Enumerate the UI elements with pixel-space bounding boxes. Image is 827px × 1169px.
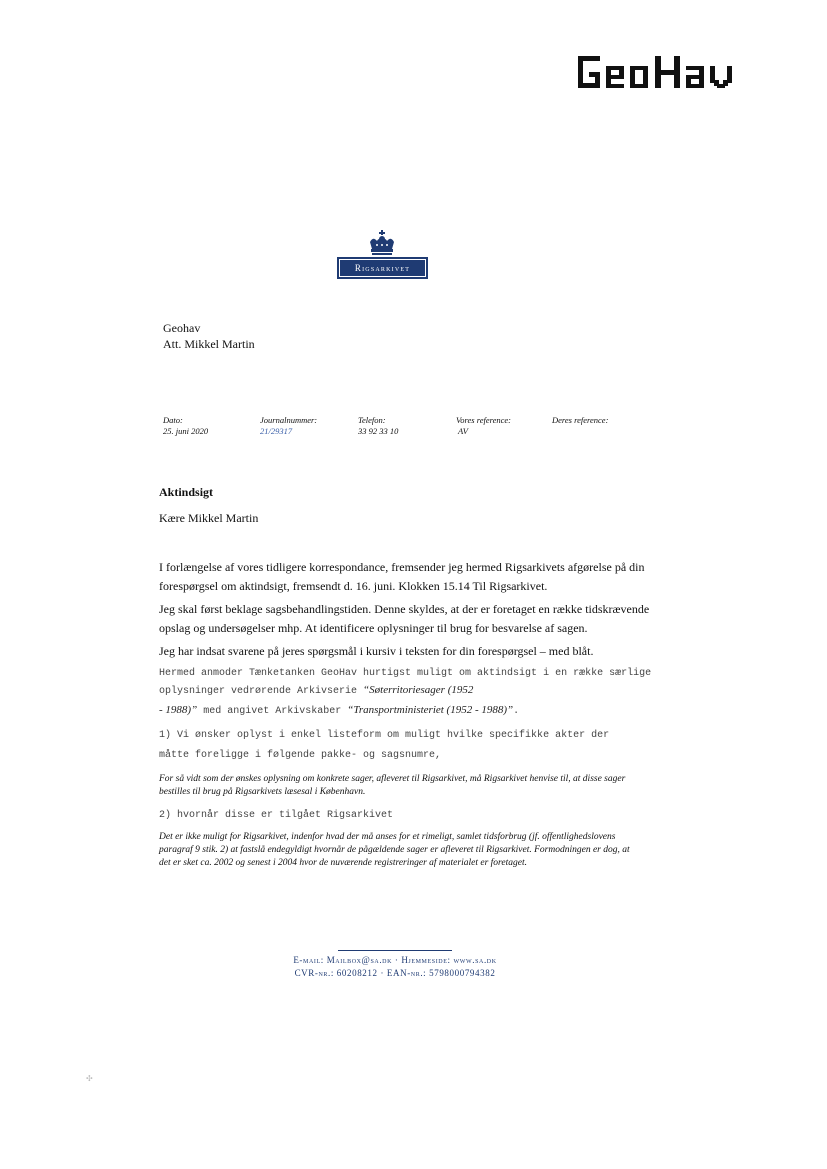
request-text: oplysninger vedrørende Arkivserie <box>159 686 364 697</box>
meta-phone-label: Telefon: <box>358 415 386 425</box>
answer-line: Det er ikke muligt for Rigsarkivet, indenfor hvad der må anses for et rimeligt, samlet tidsforbrug (jf. offentlighedslovens <box>159 832 616 842</box>
question-1-line-1: 1) Vi ønsker oplyst i enkel listeform om muligt hvilke specifikke akter der <box>159 730 610 741</box>
meta-phone <box>358 415 398 437</box>
paragraph-apology <box>159 600 679 638</box>
recipient-attention: Att. Mikkel Martin <box>163 337 255 351</box>
answer-line: paragraf 9 stik. 2) at fastslå endegyldigt hvornår de pågældende sager er afleveret til Rigsarkivet. Formodningen er dog, at <box>159 845 630 855</box>
request-intro-line-2 <box>159 682 473 700</box>
paragraph-line: I forlængelse af vores tidligere korrespondance, fremsender jeg hermed Rigsarkivets afgørelse på din <box>159 560 645 574</box>
answer-1 <box>159 773 659 799</box>
meta-your-ref-label: Deres reference: <box>552 415 609 425</box>
recipient-name: Geohav <box>163 321 201 335</box>
meta-journal-label: Journalnummer: <box>260 415 318 425</box>
answer-2 <box>159 831 659 870</box>
rigsarkivet-logo <box>337 230 428 280</box>
question-2: 2) hvornår disse er tilgået Rigsarkivet <box>159 810 394 821</box>
request-intro-line-1: Hermed anmoder Tænketanken GeoHav hurtigst muligt om aktindsigt i en række særlige <box>159 668 652 679</box>
rigsarkivet-nameplate <box>337 257 428 279</box>
request-text: . <box>513 706 520 717</box>
archive-creator-name: “Transportministeriet (1952 - 1988)” <box>347 704 514 716</box>
archive-series-years: - 1988)” <box>159 704 198 716</box>
request-intro-line-3 <box>159 702 519 720</box>
paragraph-line: Jeg har indsat svarene på jeres spørgsmål i kursiv i teksten for din forespørgsel – med blåt. <box>159 644 594 658</box>
letter-greeting: Kære Mikkel Martin <box>159 511 259 525</box>
meta-date-label: Dato: <box>163 415 183 425</box>
footer-registration: CVR-nr.: 60208212 · EAN-nr.: 5798000794382 <box>294 968 496 978</box>
footer-contact: E-mail: Mailbox@sa.dk · Hjemmeside: www.sa.dk <box>293 955 497 965</box>
meta-journal-value: 21/29317 <box>260 426 293 436</box>
paragraph-line: forespørgsel om aktindsigt, fremsendt d. 16. juni. Klokken 15.14 Til Rigsarkivet. <box>159 579 548 593</box>
crown-icon <box>367 230 397 256</box>
meta-our-ref-value: AV <box>458 426 468 436</box>
rigsarkivet-wordmark: Rigsarkivet <box>339 259 426 277</box>
archive-series-name: “Søterritoriesager (1952 <box>363 684 474 696</box>
letter-subject: Aktindsigt <box>159 485 214 499</box>
meta-date-value: 25. juni 2020 <box>163 426 209 436</box>
recipient-address <box>163 320 255 352</box>
meta-our-ref-label: Vores reference: <box>456 415 511 425</box>
request-text: med angivet Arkivskaber <box>197 706 348 717</box>
paragraph-line: Jeg skal først beklage sagsbehandlingstiden. Denne skyldes, at der er foretaget en række tidskrævende <box>159 602 650 616</box>
paragraph-instruction <box>159 642 679 661</box>
footer-divider <box>338 950 452 951</box>
question-1-line-2: måtte foreligge i følgende pakke- og sagsnumre, <box>159 750 442 761</box>
meta-journal <box>260 415 317 437</box>
paragraph-intro <box>159 558 679 596</box>
geohav-logo <box>578 52 750 92</box>
answer-line: det er sket ca. 2002 og senest i 2004 hvor de nuværende registreringer af materialet er foretaget. <box>159 858 527 868</box>
answer-line: bestilles til brug på Rigsarkivets læsesal i København. <box>159 787 366 797</box>
meta-your-reference <box>552 415 608 426</box>
meta-our-reference <box>456 415 511 437</box>
page-mark-icon: ✣ <box>86 1074 93 1083</box>
meta-date <box>163 415 208 437</box>
answer-line: For så vidt som der ønskes oplysning om konkrete sager, afleveret til Rigsarkivet, må Rigsarkivet henvise til, at disse sager <box>159 774 626 784</box>
meta-phone-value: 33 92 33 10 <box>358 426 399 436</box>
paragraph-line: opslag og undersøgelser mhp. At identificere oplysninger til brug for besvarelse af sagen. <box>159 621 588 635</box>
